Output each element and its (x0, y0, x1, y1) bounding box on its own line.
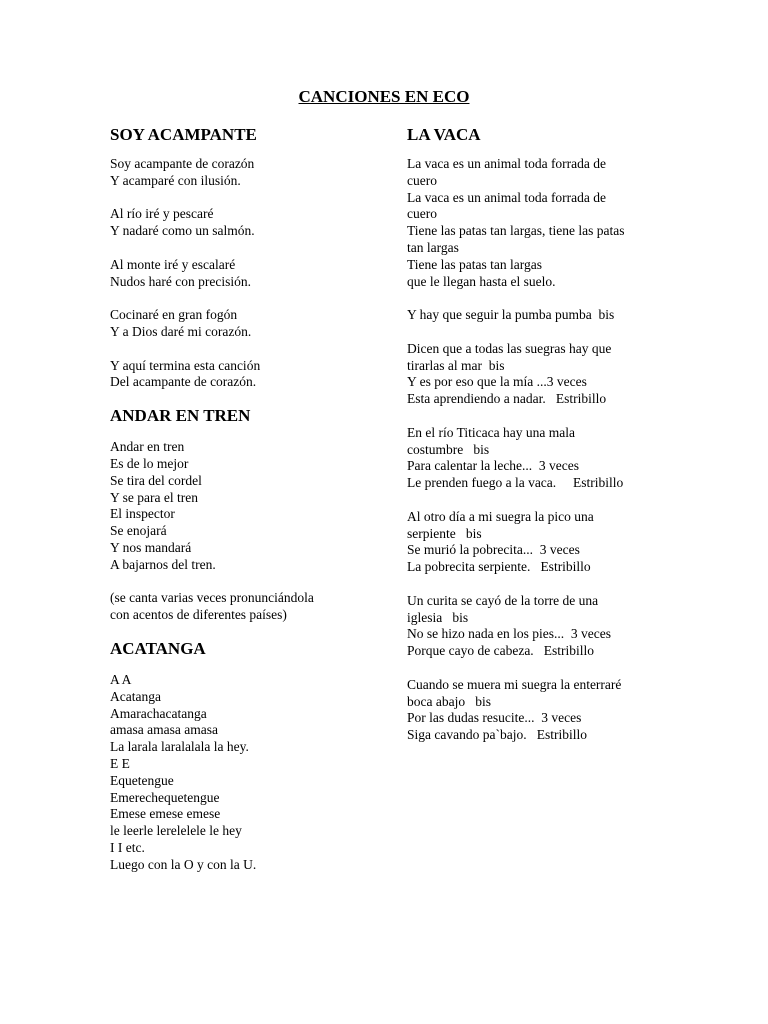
lyric-line: Y a Dios daré mi corazón. (110, 323, 252, 339)
song-lyrics (110, 672, 395, 874)
song-soy-acampante (110, 124, 395, 391)
lyric-line: tirarlas al mar bis (407, 357, 505, 373)
lyric-line: Tiene las patas tan largas (407, 256, 542, 272)
lyric-line: Porque cayo de cabeza. Estribillo (407, 643, 595, 659)
lyric-line: Luego con la O y con la U. (110, 856, 257, 872)
lyric-line: Un curita se cayó de la torre de una (407, 592, 599, 608)
stanza-break (110, 341, 395, 358)
stanza-break (407, 324, 667, 341)
lyric-line: No se hizo nada en los pies... 3 veces (407, 626, 611, 642)
song-title: ACATANGA (110, 638, 206, 658)
lyric-line: E E (110, 755, 130, 771)
lyric-line: Y es por eso que la mía ...3 veces (407, 374, 587, 390)
lyric-line: Para calentar la leche... 3 veces (407, 458, 580, 474)
lyric-line: La vaca es un animal toda forrada de (407, 156, 607, 171)
lyric-line: Y nadaré como un salmón. (110, 223, 255, 239)
lyric-line: A A (110, 671, 132, 687)
lyric-line: Y acamparé con ilusión. (110, 172, 241, 188)
lyric-line: La larala laralalala la hey. (110, 739, 249, 755)
stanza-break (407, 408, 667, 425)
lyric-line: Andar en tren (110, 439, 185, 455)
lyric-line: I I etc. (110, 839, 145, 855)
lyric-line: Esta aprendiendo a nadar. Estribillo (407, 391, 607, 407)
stanza-break (110, 240, 395, 257)
lyric-line: Al otro día a mi suegra la pico una (407, 508, 594, 524)
lyric-line: cuero (407, 172, 437, 188)
lyric-line: Al río iré y pescaré (110, 206, 214, 222)
lyric-line: iglesia bis (407, 609, 469, 625)
lyric-line: Al monte iré y escalaré (110, 256, 236, 272)
lyric-line: Y se para el tren (110, 489, 198, 505)
lyric-line: le leerle lerelelele le hey (110, 823, 242, 839)
lyric-line: En el río Titicaca hay una mala (407, 424, 575, 440)
lyric-line: Se tira del cordel (110, 472, 202, 488)
song-lyrics (407, 156, 667, 744)
lyric-line: La pobrecita serpiente. Estribillo (407, 559, 591, 575)
lyric-line: con acentos de diferentes países) (110, 607, 287, 623)
stanza-break (110, 190, 395, 207)
lyric-line: Soy acampante de corazón (110, 156, 255, 171)
lyric-line: Se enojará (110, 523, 167, 539)
lyric-line: Amarachacatanga (110, 705, 207, 721)
song-title: LA VACA (407, 125, 481, 144)
stanza-break (407, 492, 667, 509)
lyric-line: Le prenden fuego a la vaca. Estribillo (407, 475, 624, 491)
lyric-line: Se murió la pobrecita... 3 veces (407, 542, 580, 558)
lyric-line: Tiene las patas tan largas, tiene las patas (407, 223, 625, 239)
song-title: SOY ACAMPANTE (110, 125, 257, 144)
lyric-line: Equetengue (110, 772, 174, 788)
lyric-line: El inspector (110, 506, 175, 522)
lyric-line: cuero (407, 206, 437, 222)
lyric-line: costumbre bis (407, 441, 490, 457)
lyric-line: Por las dudas resucite... 3 veces (407, 710, 582, 726)
lyric-line: A bajarnos del tren. (110, 556, 216, 572)
lyric-line: Cocinaré en gran fogón (110, 307, 238, 323)
stanza-break (110, 574, 395, 591)
song-la-vaca (407, 124, 667, 744)
right-column (407, 124, 667, 744)
stanza-break (110, 290, 395, 307)
lyric-line: Nudos haré con precisión. (110, 273, 251, 289)
lyric-line: Emerechequetengue (110, 789, 220, 805)
song-title: ANDAR EN TREN (110, 406, 251, 426)
lyric-line: Y nos mandará (110, 539, 192, 555)
lyric-line: Dicen que a todas las suegras hay que (407, 340, 612, 356)
song-lyrics (110, 439, 395, 624)
left-column (110, 124, 395, 873)
lyric-line: Cuando se muera mi suegra la enterraré (407, 676, 622, 692)
stanza-break (407, 290, 667, 307)
lyric-line: amasa amasa amasa (110, 722, 218, 738)
song-lyrics (110, 156, 395, 391)
song-acatanga (110, 638, 395, 874)
lyric-line: tan largas (407, 239, 459, 255)
lyric-line: Siga cavando pa`bajo. Estribillo (407, 727, 587, 743)
stanza-break (407, 660, 667, 677)
lyric-line: (se canta varias veces pronunciándola (110, 590, 314, 606)
lyric-line: Y aquí termina esta canción (110, 357, 261, 373)
stanza-break (407, 576, 667, 593)
page-title: CANCIONES EN ECO (298, 87, 470, 106)
song-andar-en-tren (110, 405, 395, 624)
lyric-line: La vaca es un animal toda forrada de (407, 189, 607, 205)
lyric-line: Acatanga (110, 688, 161, 704)
lyric-line: Y hay que seguir la pumba pumba bis (407, 307, 615, 323)
lyric-line: que le llegan hasta el suelo. (407, 273, 556, 289)
lyric-line: Es de lo mejor (110, 455, 189, 471)
lyric-line: serpiente bis (407, 525, 482, 541)
lyric-line: boca abajo bis (407, 693, 491, 709)
lyric-line: Emese emese emese (110, 806, 221, 822)
lyric-line: Del acampante de corazón. (110, 374, 257, 390)
